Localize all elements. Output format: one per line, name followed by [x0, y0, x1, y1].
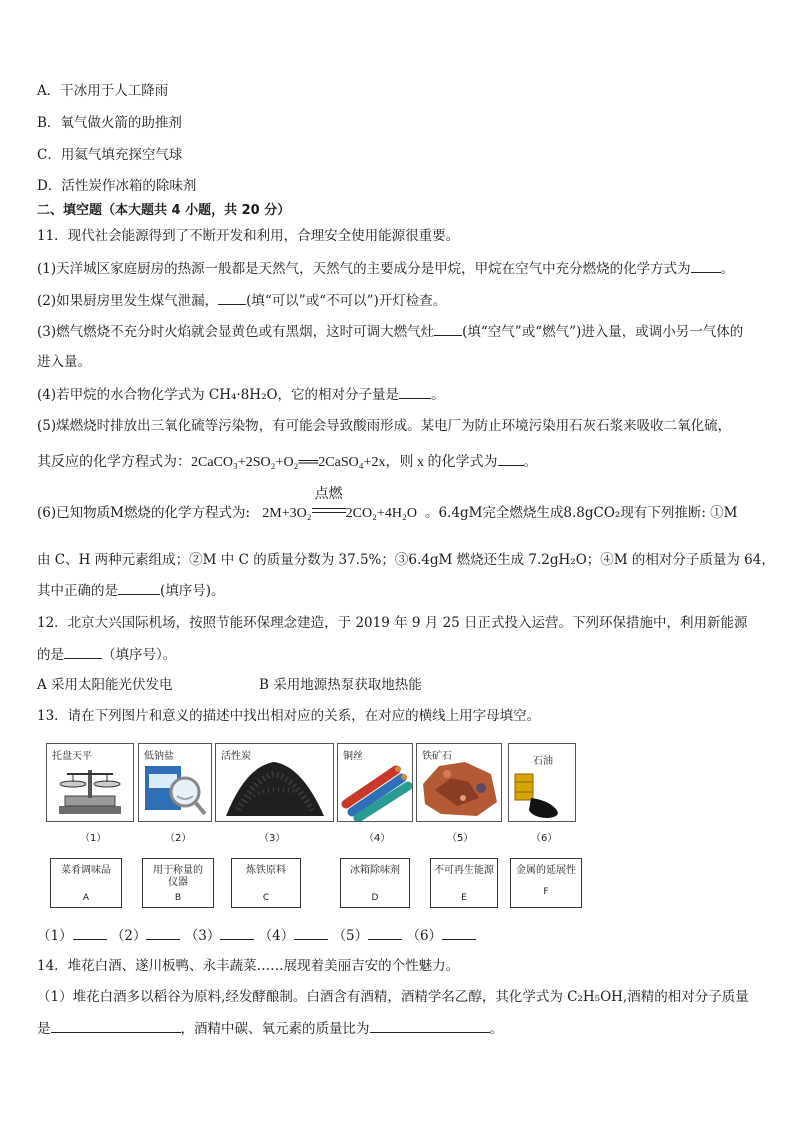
q11-part6-eq-right: 2CO₂+4H₂O — [345, 506, 417, 521]
q11-part4-text-a: (4)若甲烷的水合物化学式为 CH₄·8H₂O，它的相对分子量是 — [37, 387, 400, 403]
box-text: 菜肴调味品 — [61, 865, 111, 876]
box-text: 不可再生能源 — [434, 865, 494, 876]
q11-part5-eq-text: 其反应的化学方程式为：2CaCO₃+2SO₂+O₂══2CaSO₄+2x，则 x 的化学式为 — [37, 455, 498, 470]
q11-part6-blank[interactable] — [118, 580, 160, 595]
option-b: B．氧气做火箭的助推剂 — [37, 115, 182, 131]
q12-stem: 12．北京大兴国际机场，按照节能环保理念建造，于 2019 年 9 月 25 日正式投入运营。下列环保措施中，利用新能源 — [37, 615, 748, 631]
q13-answers — [37, 925, 476, 946]
q11-part2 — [37, 290, 446, 311]
answer-label: （4） — [258, 928, 295, 944]
section-heading: 二、填空题（本大题共 4 小题，共 20 分） — [37, 203, 291, 218]
q11-part3-text-b: (填“空气”或“燃气”)进入量，或调小另一气体的 — [462, 324, 744, 340]
q11-part2-text-a: (2)如果厨房里发生煤气泄漏， — [37, 293, 219, 309]
q12-option-a: A 采用太阳能光伏发电 — [37, 677, 173, 693]
q11-part6-answer-text-a: 其中正确的是 — [37, 583, 118, 599]
answer-blank-1[interactable] — [73, 925, 107, 940]
box-letter: D — [371, 893, 379, 903]
picture-caption: 托盘天平 — [52, 751, 92, 762]
q13-stem: 13．请在下列图片和意义的描述中找出相对应的关系，在对应的横线上用字母填空。 — [37, 708, 541, 724]
picture-number: （2） — [165, 833, 192, 844]
picture-petroleum — [508, 743, 576, 822]
q11-part2-blank[interactable] — [218, 290, 246, 305]
description-box-b — [142, 858, 214, 908]
box-letter: A — [82, 893, 90, 903]
answer-blank-4[interactable] — [294, 925, 328, 940]
option-a: A．干冰用于人工降雨 — [37, 83, 169, 99]
q11-stem: 11．现代社会能源得到了不断开发和利用，合理安全使用能源很重要。 — [37, 228, 460, 244]
q14-blank-2[interactable] — [370, 1018, 490, 1033]
q11-part5-eq — [37, 451, 537, 473]
q11-part1-end: 。 — [720, 261, 735, 277]
q14-stem: 14．堆花白酒、遂川板鸭、永丰蔬菜……展现着美丽吉安的个性魅力。 — [37, 958, 460, 974]
q11-part6-answer — [37, 580, 225, 601]
picture-activated-carbon — [215, 743, 334, 822]
q11-part6-cont: 由 C、H 两种元素组成；②M 中 C 的质量分数为 37.5%；③6.4gM 燃烧还生成 7.2gH₂O；④M 的相对分子质量为 64， — [37, 552, 775, 568]
q14-part1-text-c: ，酒精中碳、氧元素的质量比为 — [180, 1021, 370, 1037]
q11-part6-answer-text-b: (填序号)。 — [160, 583, 225, 599]
picture-salt — [138, 743, 212, 822]
picture-caption: 铜丝 — [343, 751, 363, 762]
q14-part1-text-d: 。 — [489, 1021, 503, 1037]
q11-part2-text-b: (填“可以”或“不可以”)开灯检查。 — [246, 293, 447, 309]
picture-balance — [46, 743, 134, 822]
picture-copper-wire — [337, 743, 413, 822]
q11-part5: (5)煤燃烧时排放出三氧化硫等污染物，有可能会导致酸雨形成。某电厂为防止环境污染用石灰石浆来吸收二氧化硫， — [37, 418, 732, 434]
picture-number: （6） — [531, 833, 558, 844]
q11-part6-eq-condition: 点燃 — [314, 486, 343, 502]
box-letter: E — [461, 893, 467, 903]
q11-part6-text-b: 。6.4gM完全燃烧生成8.8gCO₂现有下列推断: ①M — [424, 505, 738, 521]
q11-part1 — [37, 258, 734, 279]
q11-part3-cont: 进入量。 — [37, 354, 91, 370]
answer-label: （3） — [184, 928, 221, 944]
q11-part3-text-a: (3)燃气燃烧不充分时火焰就会显黄色或有黑烟，这时可调大燃气灶 — [37, 324, 435, 340]
answer-blank-2[interactable] — [146, 925, 180, 940]
answer-blank-5[interactable] — [368, 925, 402, 940]
q14-part1-cont — [37, 1018, 503, 1039]
q11-part4-blank[interactable] — [399, 384, 431, 399]
q11-part3-blank[interactable] — [434, 321, 462, 336]
box-letter: F — [543, 887, 549, 897]
q11-part6-eq-left: 2M+3O₂ — [262, 506, 312, 521]
q11-part4 — [37, 384, 445, 405]
q11-part6-eq-arrow — [312, 486, 346, 517]
picture-number: （4） — [364, 833, 391, 844]
option-c: C．用氦气填充探空气球 — [37, 147, 183, 163]
option-d: D．活性炭作冰箱的除味剂 — [37, 178, 197, 194]
answer-label: （5） — [332, 928, 369, 944]
box-letter: B — [174, 893, 182, 903]
q12-line2-text-b: （填序号）。 — [102, 647, 177, 663]
answer-label: （2） — [110, 928, 147, 944]
q11-part4-text-b: 。 — [431, 387, 445, 403]
q12-option-b: B 采用地源热泵获取地热能 — [259, 677, 422, 693]
q11-part6-text-a: (6)已知物质M燃烧的化学方程式为: — [37, 505, 250, 521]
q12-line2 — [37, 644, 176, 665]
description-box-f — [510, 858, 582, 908]
picture-number: （5） — [447, 833, 474, 844]
q11-part5-blank[interactable] — [498, 451, 524, 466]
description-box-c — [231, 858, 301, 908]
picture-number: （3） — [259, 833, 286, 844]
picture-iron-ore — [416, 743, 502, 822]
picture-caption: 活性炭 — [221, 751, 251, 762]
description-box-e — [430, 858, 498, 908]
picture-caption: 低钠盐 — [144, 751, 174, 762]
answer-blank-3[interactable] — [220, 925, 254, 940]
eq-line-bottom — [312, 512, 346, 513]
q12-line2-text-a: 的是 — [37, 647, 64, 663]
q11-part1-blank[interactable] — [691, 258, 721, 273]
description-box-d — [340, 858, 410, 908]
picture-caption: 铁矿石 — [422, 751, 452, 762]
picture-number: （1） — [80, 833, 107, 844]
box-text: 金属的延展性 — [516, 865, 576, 876]
box-text: 用于称量的仪器 — [153, 865, 203, 888]
eq-line-top — [312, 508, 346, 509]
q14-part1-text-b: 是 — [37, 1021, 51, 1037]
box-text: 炼铁原料 — [246, 865, 286, 876]
q14-blank-1[interactable] — [51, 1018, 181, 1033]
answer-label: （1） — [37, 928, 73, 944]
description-box-a — [50, 858, 122, 908]
q12-blank[interactable] — [64, 644, 102, 659]
picture-caption: 石油 — [533, 756, 553, 767]
q11-part1-text: (1)天洋城区家庭厨房的热源一般都是天然气，天然气的主要成分是甲烷，甲烷在空气中充分燃烧的化学方式为 — [37, 261, 691, 277]
box-text: 冰箱除味剂 — [350, 865, 400, 876]
q11-part5-end: 。 — [523, 454, 538, 470]
q11-part3 — [37, 321, 743, 342]
q14-part1: （1）堆花白酒多以稻谷为原料,经发酵酿制。白酒含有酒精，酒精学名乙醇，其化学式为 C₂H₅OH,酒精的相对分子质量 — [37, 989, 749, 1005]
box-letter: C — [262, 893, 270, 903]
answer-label: （6） — [406, 928, 443, 944]
q11-part6 — [37, 486, 738, 524]
answer-blank-6[interactable] — [442, 925, 476, 940]
